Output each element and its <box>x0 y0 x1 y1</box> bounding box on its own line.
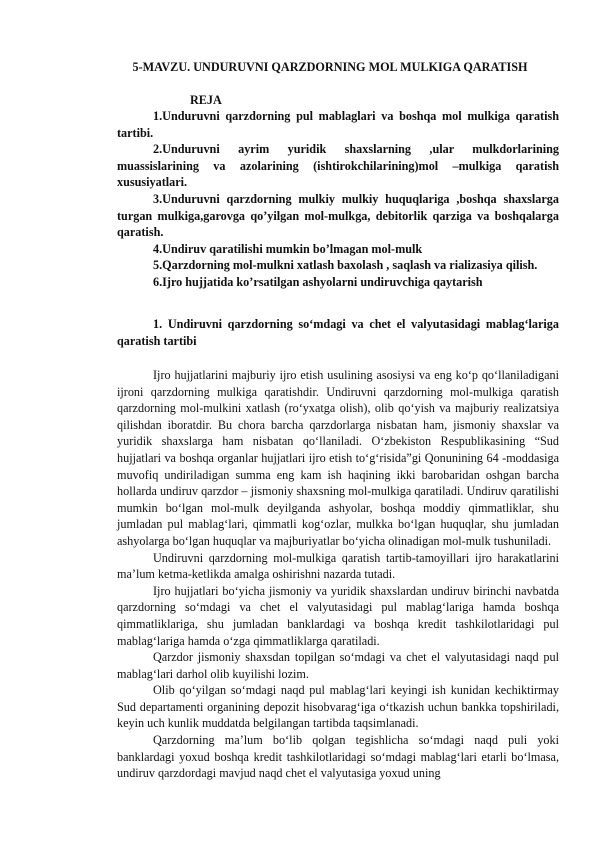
paragraph: Ijro hujjatlari bo‘yicha jismoniy va yuridik shaxslardan undiruv birinchi navbatda qarzdorning so‘mdagi va chet el valyutasidagi pul mablag‘lariga hamda boshqa qimmatliklariga, shu jumladan banklardagi va boshqa kredit tashkilotlaridagi pul mablag‘lariga hamda o‘zga qimmatliklarga qaratiladi. <box>117 583 559 648</box>
plan-item: 4.Undiruv qaratilishi mumkin bo’lmagan mol-mulk <box>153 241 423 256</box>
paragraph: Qarzdor jismoniy shaxsdan topilgan so‘mdagi va chet el valyutasidagi naqd pul mablag‘lari darhol olib kuyilishi lozim. <box>117 650 559 681</box>
plan-list <box>117 108 559 291</box>
section-heading-block <box>117 316 559 349</box>
page-title: 5-MAVZU. UNDURUVNI QARZDORNING MOL MULKIGA QARATISH <box>132 60 528 74</box>
plan-item: 1.Unduruvni qarzdorning pul mablaglari va boshqa mol mulkiga qaratish tartibi. <box>117 109 559 140</box>
plan-item: 3.Unduruvni qarzdorning mulkiy mulkiy huquqlariga ,boshqa shaxslarga turgan mulkiga,garovga qo’yilgan mol-mulkga, debitorlik qarziga va boshqalarga qaratish. <box>117 191 559 240</box>
paragraph: Undiruvni qarzdorning mol-mulkiga qaratish tartib-tamoyillari ijro harakatlarini ma’lum ketma-ketlikda amalga oshirishni nazarda tutadi. <box>117 550 559 582</box>
plan-heading: REJA <box>190 93 222 107</box>
paragraph: Qarzdorning ma’lum bo‘lib qolgan tegishlicha so‘mdagi naqd puli yoki banklardagi yoxud boshqa kredit tashkilotlaridagi so‘mdagi mablag‘lari etarli bo‘lmasa, undiruv qarzdordagi mavjud naqd chet el valyutasiga yoxud uning <box>117 733 559 781</box>
plan-item: 2.Unduruvni ayrim yuridik shaxslarning ,ular mulkdorlarining muassislarining va azolarining (ishtirokchilarining)mol –mulkiga qaratish xususiyatlari. <box>117 142 559 190</box>
paragraph: Ijro hujjatlarini majburiy ijro etish usulining asosiysi va eng ko‘p qo‘llaniladigani ijroni qarzdorning mulkiga qaratishdir. Undiruvni qarzdorning mol-mulkiga qaratish qarzdorning mol-mulkini xatlash (ro‘yxatga olish), olib qo‘yish va majburiy realizatsiya qilishdan iboratdir. Bu chora barcha qarzdorlarga nisbatan ham, jismoniy shaxslar va yuridik shaxslarga ham nisbatan qo‘llaniladi. O‘zbekiston Respublikasining “Sud hujjatlari va boshqa organlar hujjatlari ijro etish to‘g‘risida”gi Qonunining 64 -moddasiga muvofiq undiriladigan summa eng kam ish haqining ikki barobaridan oshgan barcha hollarda undiruv qarzdor – jismoniy shaxsning mol-mulkiga qaratiladi. Undiruv qaratilishi mumkin bo‘lgan mol-mulk deyilganda ashyolar, boshqa moddiy qimmatliklar, shu jumladan pul mablag‘lari, qimmatli kog‘ozlar, mulkka bo‘lgan huquqlar, shu jumladan ashyolarga bo‘lgan huquqlar va majburiyatlar bo‘yicha olinadigan mol-mulk tushuniladi. <box>117 368 559 548</box>
body-text <box>117 367 559 782</box>
plan-item: 6.Ijro hujjatida ko’rsatilgan ashyolarni undiruvchiga qaytarish <box>153 274 483 289</box>
plan-item: 5.Qarzdorning mol-mulkni xatlash baxolash , saqlash va rializasiya qilish. <box>153 258 538 273</box>
paragraph: Olib qo‘yilgan so‘mdagi naqd pul mablag‘lari keyingi ish kunidan kechiktirmay Sud departamenti organining depozit hisobvarag‘iga o‘tkazish uchun bankka topshiriladi, keyin uch kunlik muddatda belgilangan tartibda taqsimlanadi. <box>117 683 559 731</box>
section-heading: 1. Undiruvni qarzdorning so‘mdagi va chet el valyutasidagi mablag‘lariga qaratish tartibi <box>117 317 559 348</box>
